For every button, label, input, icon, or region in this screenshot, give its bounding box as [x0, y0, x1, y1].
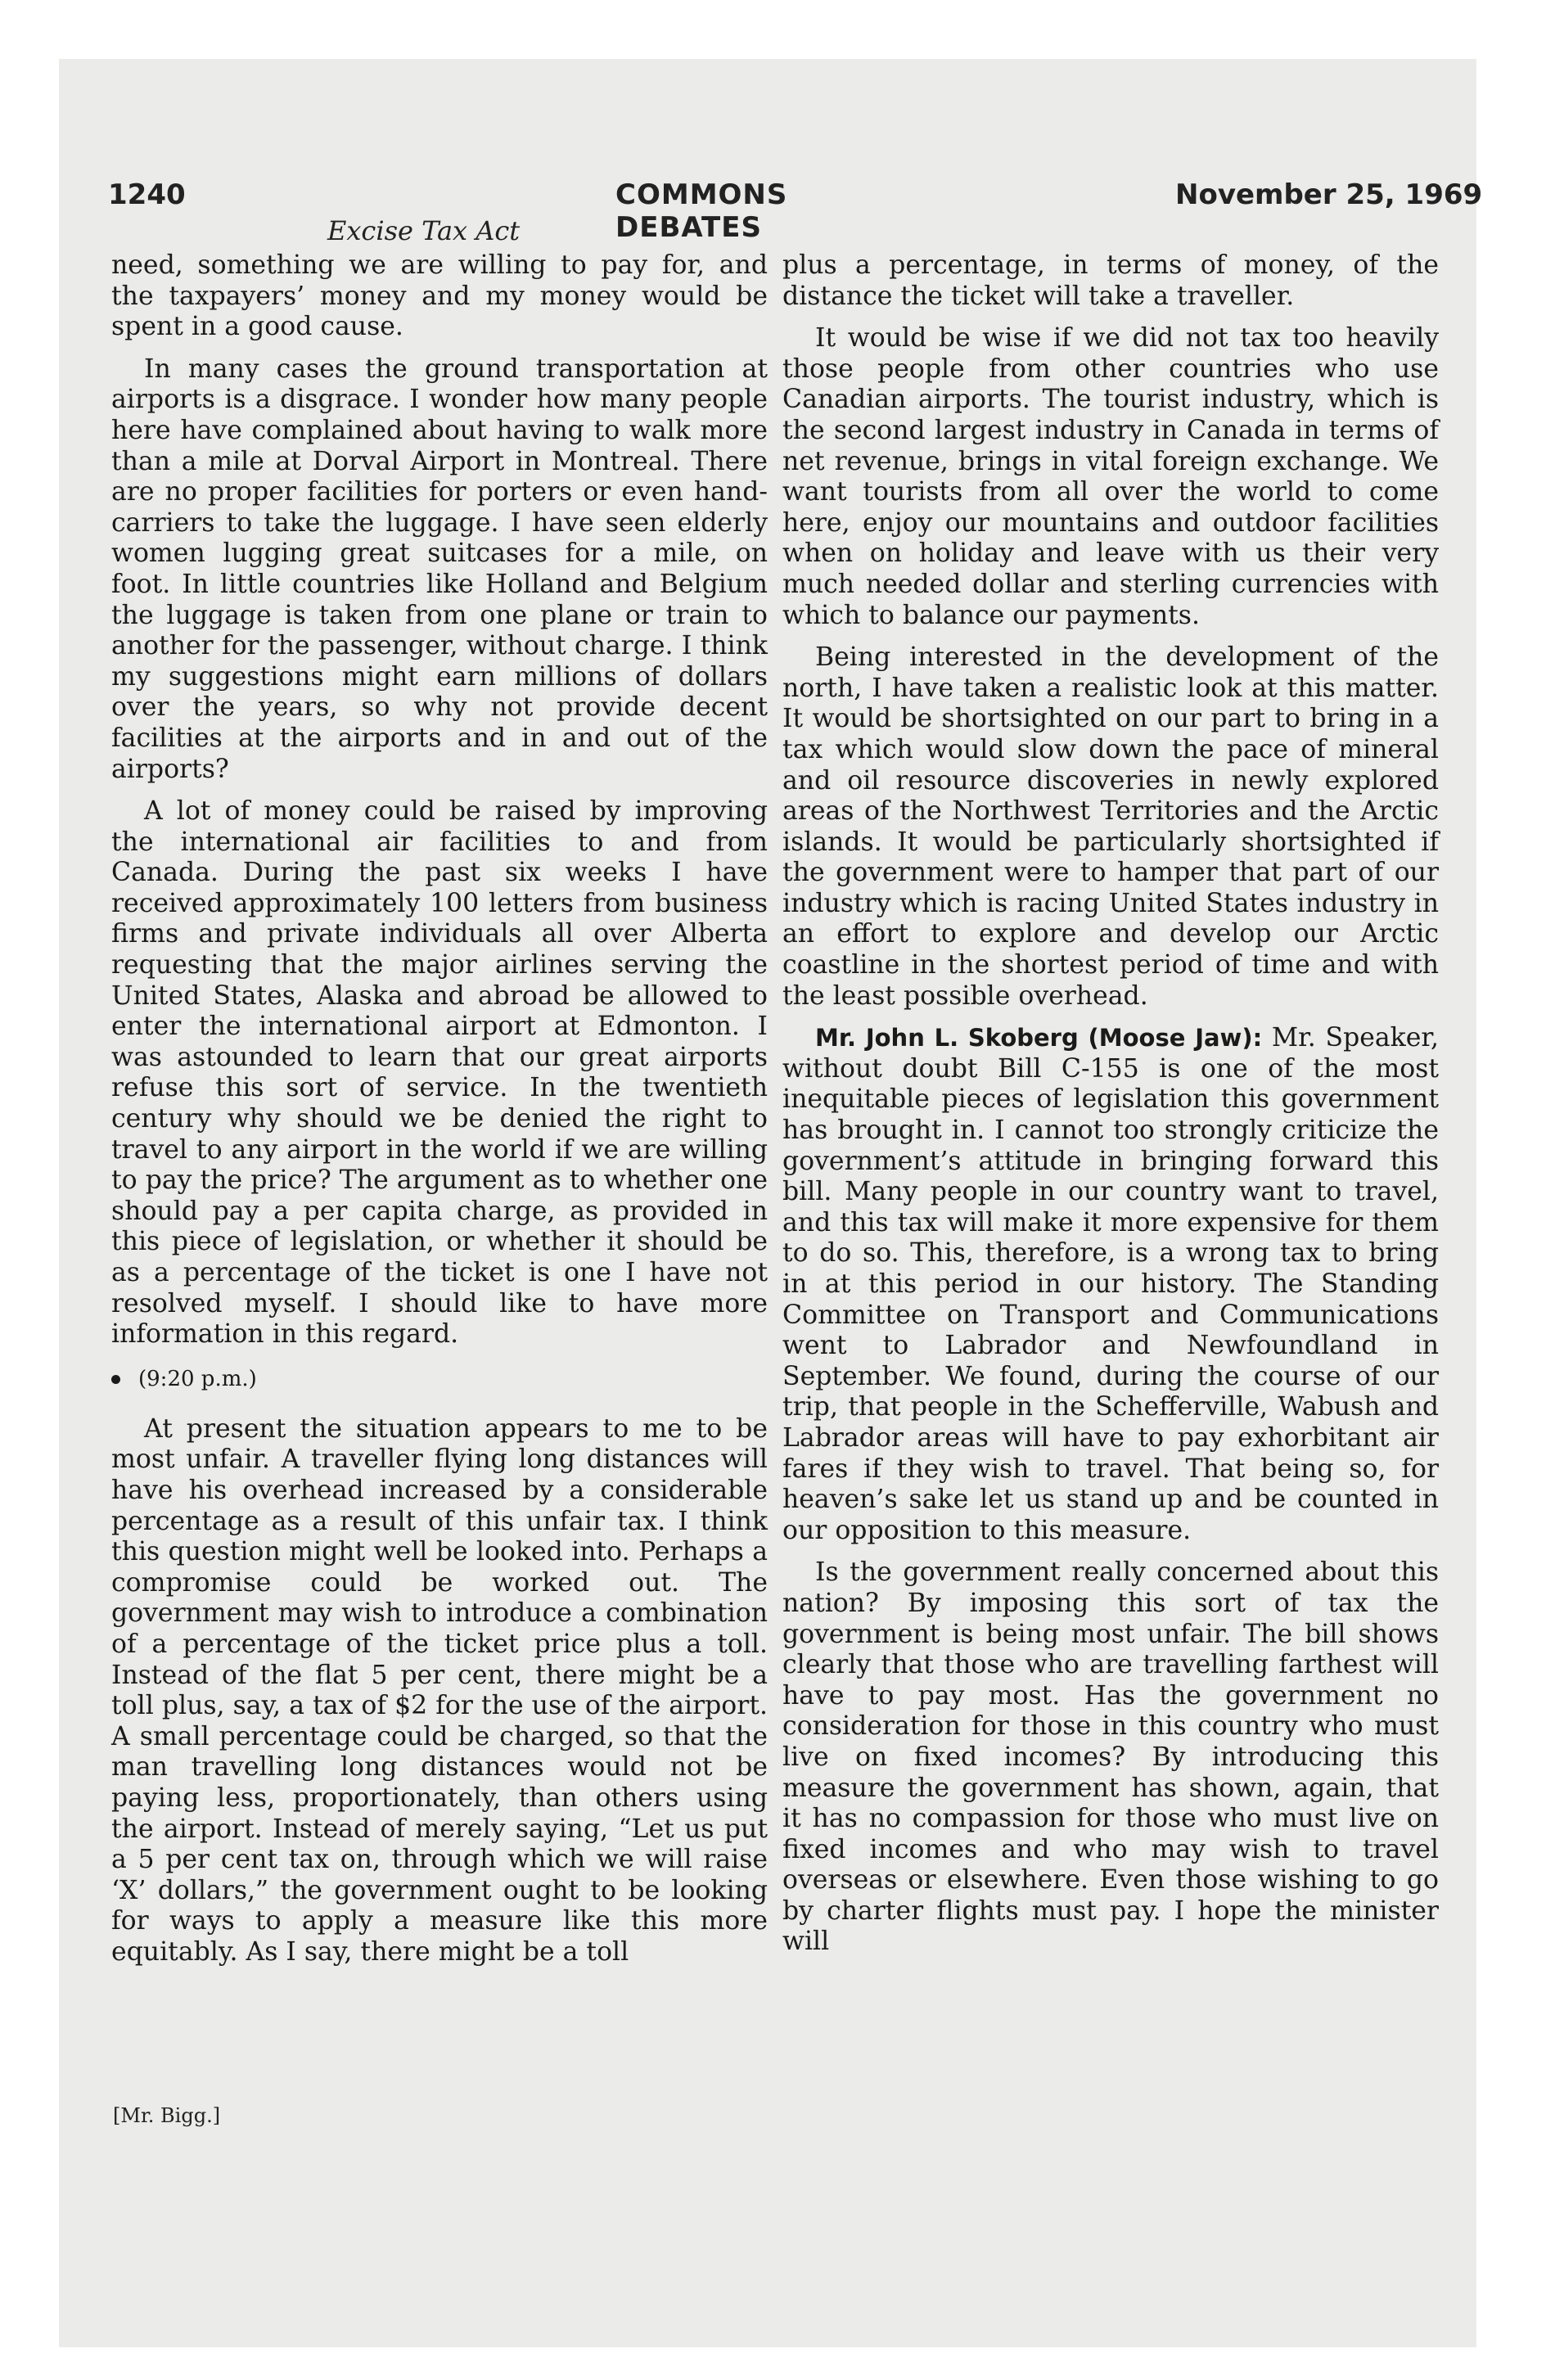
paragraph: Is the government really concerned about this nation? By imposing this sort of tax the government is being most unfair. The bill shows clearly that those who are travelling farthest will have to pay most. Has the government no consideration for those in this country who must live on fixed incomes? By introducing this measure the government has shown, again, that it has no compassion for those who must live on fixed incomes and who may wish to travel overseas or elsewhere. Even those wishing to go by charter flights must pay. I hope the minister will	[782, 1557, 1439, 1957]
time-stamp	[111, 1365, 768, 1393]
running-head: Excise Tax Act	[327, 215, 521, 246]
speech-paragraph	[782, 1023, 1439, 1546]
speech-text: Mr. Speaker, without doubt Bill C-155 is one of the most inequitable pieces of legislation this government has brought in. I cannot too strongly criticize the government’s attitude in bringing forward this bill. Many people in our country want to travel, and this tax will make it more expensive for them to do so. This, therefore, is a wrong tax to bring in at this period in our history. The Standing Committee on Transport and Communications went to Labrador and Newfoundland in September. We found, during the course of our trip, that people in the Schefferville, Wabush and Labrador areas will have to pay exhorbitant air fares if they wish to travel. That being so, for heaven’s sake let us stand up and be counted in our opposition to this measure.	[782, 1023, 1439, 1545]
page-number: 1240	[108, 178, 186, 211]
paragraph: Being interested in the development of the north, I have taken a realistic look at this matter. It would be shortsighted on our part to bring in a tax which would slow down the pace of mineral and oil resource discoveries in newly explored areas of the Northwest Territories and the Arctic islands. It would be particularly shortsighted if the government were to hamper that part of our industry which is racing United States industry in an effort to explore and develop our Arctic coastline in the shortest period of time and with the least possible overhead.	[782, 642, 1439, 1011]
time-stamp-text: (9:20 p.m.)	[138, 1366, 257, 1391]
paragraph: A lot of money could be raised by improving the international air facilities to and from Canada. During the past six weeks I have received approximately 100 letters from business firms and private individuals all over Alberta requesting that the major airlines serving the United States, Alaska and abroad be allowed to enter the international airport at Edmonton. I was astounded to learn that our great airports refuse this sort of service. In the twentieth century why should we be denied the right to travel to any airport in the world if we are willing to pay the price? The argument as to whether one should pay a per capita charge, as provided in this piece of legislation, or whether it should be as a percentage of the ticket is one I have not resolved myself. I should like to have more information in this regard.	[111, 796, 768, 1350]
left-column	[111, 250, 768, 1979]
paragraph: It would be wise if we did not tax too heavily those people from other countries who use Canadian airports. The tourist industry, which is the second largest industry in Canada in terms of net revenue, brings in vital foreign exchange. We want tourists from all over the world to come here, enjoy our mountains and outdoor facilities when on holiday and leave with us their very much needed dollar and sterling currencies with which to balance our payments.	[782, 323, 1439, 630]
bullet-icon	[111, 1375, 120, 1384]
paragraph: plus a percentage, in terms of money, of the distance the ticket will take a traveller.	[782, 250, 1439, 311]
page-date: November 25, 1969	[1175, 178, 1483, 211]
paragraph: In many cases the ground transportation at airports is a disgrace. I wonder how many people here have complained about having to walk more than a mile at Dorval Airport in Montreal. There are no proper facilities for porters or even hand-carriers to take the luggage. I have seen elderly women lugging great suitcases for a mile, on foot. In little countries like Holland and Belgium the luggage is taken from one plane or train to another for the passenger, without charge. I think my suggestions might earn millions of dollars over the years, so why not provide decent facilities at the airports and in and out of the airports?	[111, 354, 768, 784]
paragraph: At present the situation appears to me to be most unfair. A traveller flying long distances will have his overhead increased by a considerable percentage as a result of this unfair tax. I think this question might well be looked into. Perhaps a compromise could be worked out. The government may wish to introduce a combination of a percentage of the ticket price plus a toll. Instead of the flat 5 per cent, there might be a toll plus, say, a tax of $2 for the use of the airport. A small percentage could be charged, so that the man travelling long distances would not be paying less, proportionately, than others using the airport. Instead of merely saying, “Let us put a 5 per cent tax on, through which we will raise ‘X’ dollars,” the government ought to be looking for ways to apply a measure like this more equitably. As I say, there might be a toll	[111, 1413, 768, 1967]
speaker-name: Mr. John L. Skoberg (Moose Jaw):	[815, 1024, 1263, 1053]
right-column	[782, 250, 1439, 1969]
footer-speaker-note: [Mr. Bigg.]	[113, 2104, 221, 2127]
journal-title: COMMONS DEBATES	[615, 178, 788, 244]
paragraph: need, something we are willing to pay for, and the taxpayers’ money and my money would be spent in a good cause.	[111, 250, 768, 342]
